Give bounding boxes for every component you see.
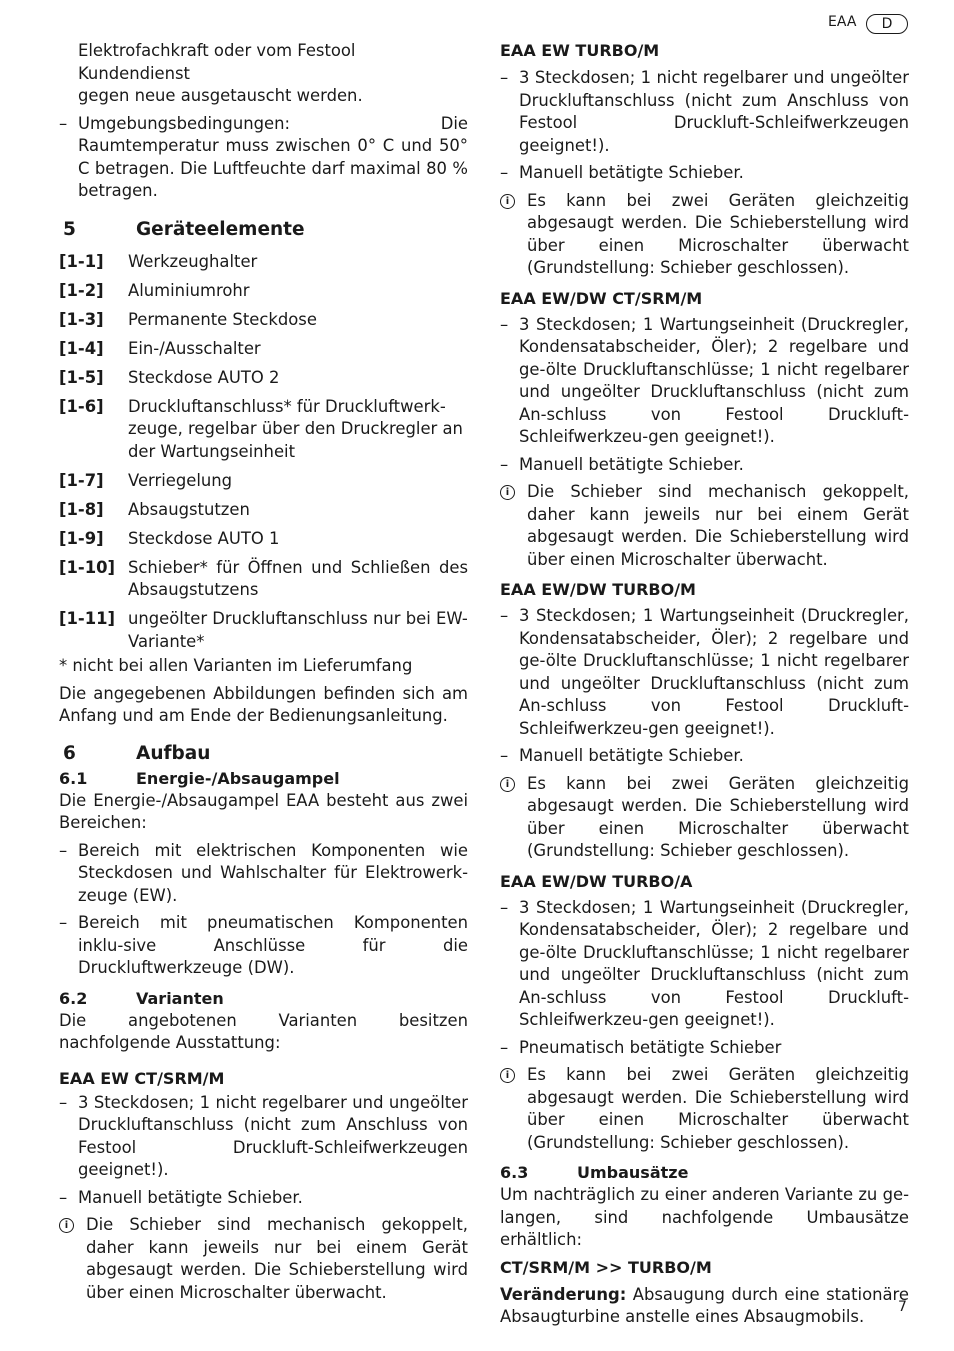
change-paragraph bbox=[500, 1284, 909, 1329]
note-text: Es kann bei zwei Geräten gleichzeitig abgesaugt werden. Die Schieberstellung wird über einen Microschalter überwacht (Grundstellung: Schieber geschlossen). bbox=[527, 1065, 909, 1152]
section-number: 6 bbox=[63, 742, 76, 764]
item-label: ungeölter Druckluftanschluss nur bei EW-Variante* bbox=[128, 609, 468, 651]
list-item bbox=[59, 280, 468, 303]
language-badge: D bbox=[866, 14, 908, 34]
item-label: Permanente Steckdose bbox=[128, 309, 317, 329]
info-icon: i bbox=[500, 194, 515, 209]
bullet: – Bereich mit pneumatischen Komponenten inklu-sive Anschlüsse für die Druckluftwerkzeuge (DW). bbox=[59, 912, 468, 980]
info-icon: i bbox=[59, 1218, 74, 1233]
section-6-heading bbox=[59, 742, 468, 766]
section-title: Energie-/Absaugampel bbox=[136, 768, 340, 788]
item-key: [1-6] bbox=[59, 396, 104, 416]
bullet: – Manuell betätigte Schieber. bbox=[500, 454, 909, 477]
info-note bbox=[500, 190, 909, 280]
variant-title: EAA EW/DW TURBO/A bbox=[500, 871, 693, 891]
element-list bbox=[59, 251, 468, 654]
bullet: – 3 Steckdosen; 1 Wartungseinheit (Druckregler, Kondensatabscheider, Öler); 2 regelbare und ge-ölte Druckluftanschlüsse; 1 nicht regelbarer und ungeölter Druckluftanschluss (nicht zum An-schluss von Festool Druckluft-Schleifwerkzeu-gen geeignet!). bbox=[500, 314, 909, 449]
section-number: 6.3 bbox=[500, 1163, 529, 1182]
section-title: Varianten bbox=[136, 988, 224, 1008]
bullet: – 3 Steckdosen; 1 nicht regelbarer und ungeölter Druckluftanschluss (nicht zum Anschluss von Festool Druckluft-Schleifwerkzeugen geeignet!). bbox=[59, 1092, 468, 1182]
change-text: Absaugung durch eine stationäre Absaugturbine anstelle eines Absaugmobils. bbox=[500, 1284, 909, 1326]
continued-line: Elektrofachkraft oder vom Festool Kundendienst bbox=[78, 41, 356, 83]
list-item bbox=[59, 309, 468, 332]
item-label: Aluminiumrohr bbox=[128, 280, 250, 300]
item-key: [1-4] bbox=[59, 338, 104, 358]
list-item bbox=[59, 396, 468, 464]
item-key: [1-3] bbox=[59, 309, 104, 329]
item-label: Steckdose AUTO 2 bbox=[128, 367, 280, 387]
section-6-1-intro: Die Energie-/Absaugampel EAA besteht aus zwei Bereichen: bbox=[59, 790, 468, 832]
info-icon: i bbox=[500, 1068, 515, 1083]
item-key: [1-2] bbox=[59, 280, 104, 300]
item-key: [1-11] bbox=[59, 609, 115, 628]
bullet: – Manuell betätigte Schieber. bbox=[59, 1187, 468, 1210]
figures-note: Die angegebenen Abbildungen befinden sich am Anfang und am Ende der Bedienungsanleitung. bbox=[59, 683, 468, 725]
list-item bbox=[59, 251, 468, 274]
item-label: Werkzeughalter bbox=[128, 251, 258, 271]
item-key: [1-10] bbox=[59, 557, 115, 577]
item-label: Schieber* für Öffnen und Schließen des Absaugstutzens bbox=[128, 557, 468, 599]
section-number: 6.2 bbox=[59, 988, 88, 1008]
section-6-2-heading bbox=[59, 988, 468, 1010]
variant-title: EAA EW TURBO/M bbox=[500, 41, 660, 60]
page-number: 7 bbox=[898, 1299, 907, 1315]
section-6-3-heading bbox=[500, 1162, 909, 1184]
list-item bbox=[59, 557, 468, 602]
info-note bbox=[500, 481, 909, 571]
item-label: Ein-/Ausschalter bbox=[128, 338, 261, 358]
note-text: Es kann bei zwei Geräten gleichzeitig abgesaugt werden. Die Schieberstellung wird über einen Microschalter überwacht (Grundstellung: Schieber geschlossen). bbox=[527, 190, 909, 277]
section-title: Umbausätze bbox=[577, 1163, 689, 1182]
section-number: 6.1 bbox=[59, 768, 88, 788]
item-label: Steckdose AUTO 1 bbox=[128, 528, 280, 548]
info-icon: i bbox=[500, 485, 515, 500]
list-item bbox=[59, 499, 468, 522]
section-6-2-intro: Die angebotenen Varianten besitzen nachfolgende Ausstattung: bbox=[59, 1010, 468, 1052]
item-key: [1-5] bbox=[59, 367, 104, 387]
list-item bbox=[59, 528, 468, 551]
list-item bbox=[59, 338, 468, 361]
environment-bullet: – Umgebungsbedingungen: Die Raumtemperatur muss zwischen 0° C und 50° C betragen. Die Luftfeuchte darf maximal 80 % betragen. bbox=[59, 113, 468, 203]
left-column bbox=[59, 40, 468, 1304]
section-6-3-intro: Um nachträglich zu einer anderen Variante zu ge-langen, sind nachfolgende Umbausätze erhältlich: bbox=[500, 1185, 909, 1249]
bullet: – Pneumatisch betätigte Schieber bbox=[500, 1037, 909, 1060]
section-6-1-heading bbox=[59, 768, 468, 790]
kit-title: CT/SRM/M >> TURBO/M bbox=[500, 1257, 712, 1277]
item-label: Verriegelung bbox=[128, 470, 233, 490]
note-text: Die Schieber sind mechanisch gekoppelt, daher kann jeweils nur bei einem Gerät abgesaugt werden. Die Schieberstellung wird über einen Microschalter überwacht. bbox=[527, 482, 909, 569]
note-text: Es kann bei zwei Geräten gleichzeitig abgesaugt werden. Die Schieberstellung wird über einen Microschalter überwacht (Grundstellung: Schieber geschlossen). bbox=[527, 773, 909, 860]
variant-title: EAA EW/DW TURBO/M bbox=[500, 580, 696, 599]
info-note bbox=[59, 1214, 468, 1304]
item-key: [1-8] bbox=[59, 499, 104, 519]
note-text: Die Schieber sind mechanisch gekoppelt, daher kann jeweils nur bei einem Gerät abgesaugt werden. Die Schieberstellung wird über einen Microschalter überwacht. bbox=[86, 1215, 468, 1302]
item-key: [1-7] bbox=[59, 470, 104, 490]
section-number: 5 bbox=[63, 218, 76, 240]
variant-title: EAA EW CT/SRM/M bbox=[59, 1068, 225, 1088]
section-title: Aufbau bbox=[136, 742, 211, 764]
right-column bbox=[500, 40, 909, 1329]
info-note bbox=[500, 773, 909, 863]
item-key: [1-9] bbox=[59, 528, 104, 548]
list-item bbox=[59, 470, 468, 493]
item-label: Druckluftanschluss* für Druckluftwerk-zeuge, regelbar über den Druckregler an der Wartungseinheit bbox=[128, 396, 463, 461]
section-5-heading bbox=[59, 218, 468, 242]
list-item bbox=[59, 608, 468, 653]
info-icon: i bbox=[500, 777, 515, 792]
variant-title: EAA EW/DW CT/SRM/M bbox=[500, 288, 703, 308]
item-key: [1-1] bbox=[59, 251, 104, 271]
bullet: – 3 Steckdosen; 1 Wartungseinheit (Druckregler, Kondensatabscheider, Öler); 2 regelbare und ge-ölte Druckluftanschlüsse; 1 nicht regelbarer und ungeölter Druckluftanschluss (nicht zum An-schluss von Festool Druckluft-Schleifwerkzeu-gen geeignet!). bbox=[500, 897, 909, 1032]
change-label: Veränderung: bbox=[500, 1284, 627, 1304]
footnote: * nicht bei allen Varianten im Lieferumfang bbox=[59, 656, 413, 675]
section-title: Geräteelemente bbox=[136, 218, 305, 240]
bullet: – Manuell betätigte Schieber. bbox=[500, 162, 909, 185]
bullet: – Bereich mit elektrischen Komponenten wie Steckdosen und Wahlschalter für Elektrowerk-zeuge (EW). bbox=[59, 840, 468, 908]
continued-line: gegen neue ausgetauscht werden. bbox=[78, 86, 363, 105]
item-label: Absaugstutzen bbox=[128, 499, 250, 519]
list-item bbox=[59, 367, 468, 390]
bullet: – 3 Steckdosen; 1 nicht regelbarer und ungeölter Druckluftanschluss (nicht zum Anschluss von Festool Druckluft-Schleifwerkzeugen geeignet!). bbox=[500, 67, 909, 157]
bullet: – 3 Steckdosen; 1 Wartungseinheit (Druckregler, Kondensatabscheider, Öler); 2 regelbare und ge-ölte Druckluftanschlüsse; 1 nicht regelbarer und ungeölter Druckluftanschluss (nicht zum An-schluss von Festool Druckluft-Schleifwerkzeu-gen geeignet!). bbox=[500, 605, 909, 740]
header-label: EAA bbox=[828, 14, 857, 30]
bullet: – Manuell betätigte Schieber. bbox=[500, 745, 909, 768]
info-note bbox=[500, 1064, 909, 1154]
